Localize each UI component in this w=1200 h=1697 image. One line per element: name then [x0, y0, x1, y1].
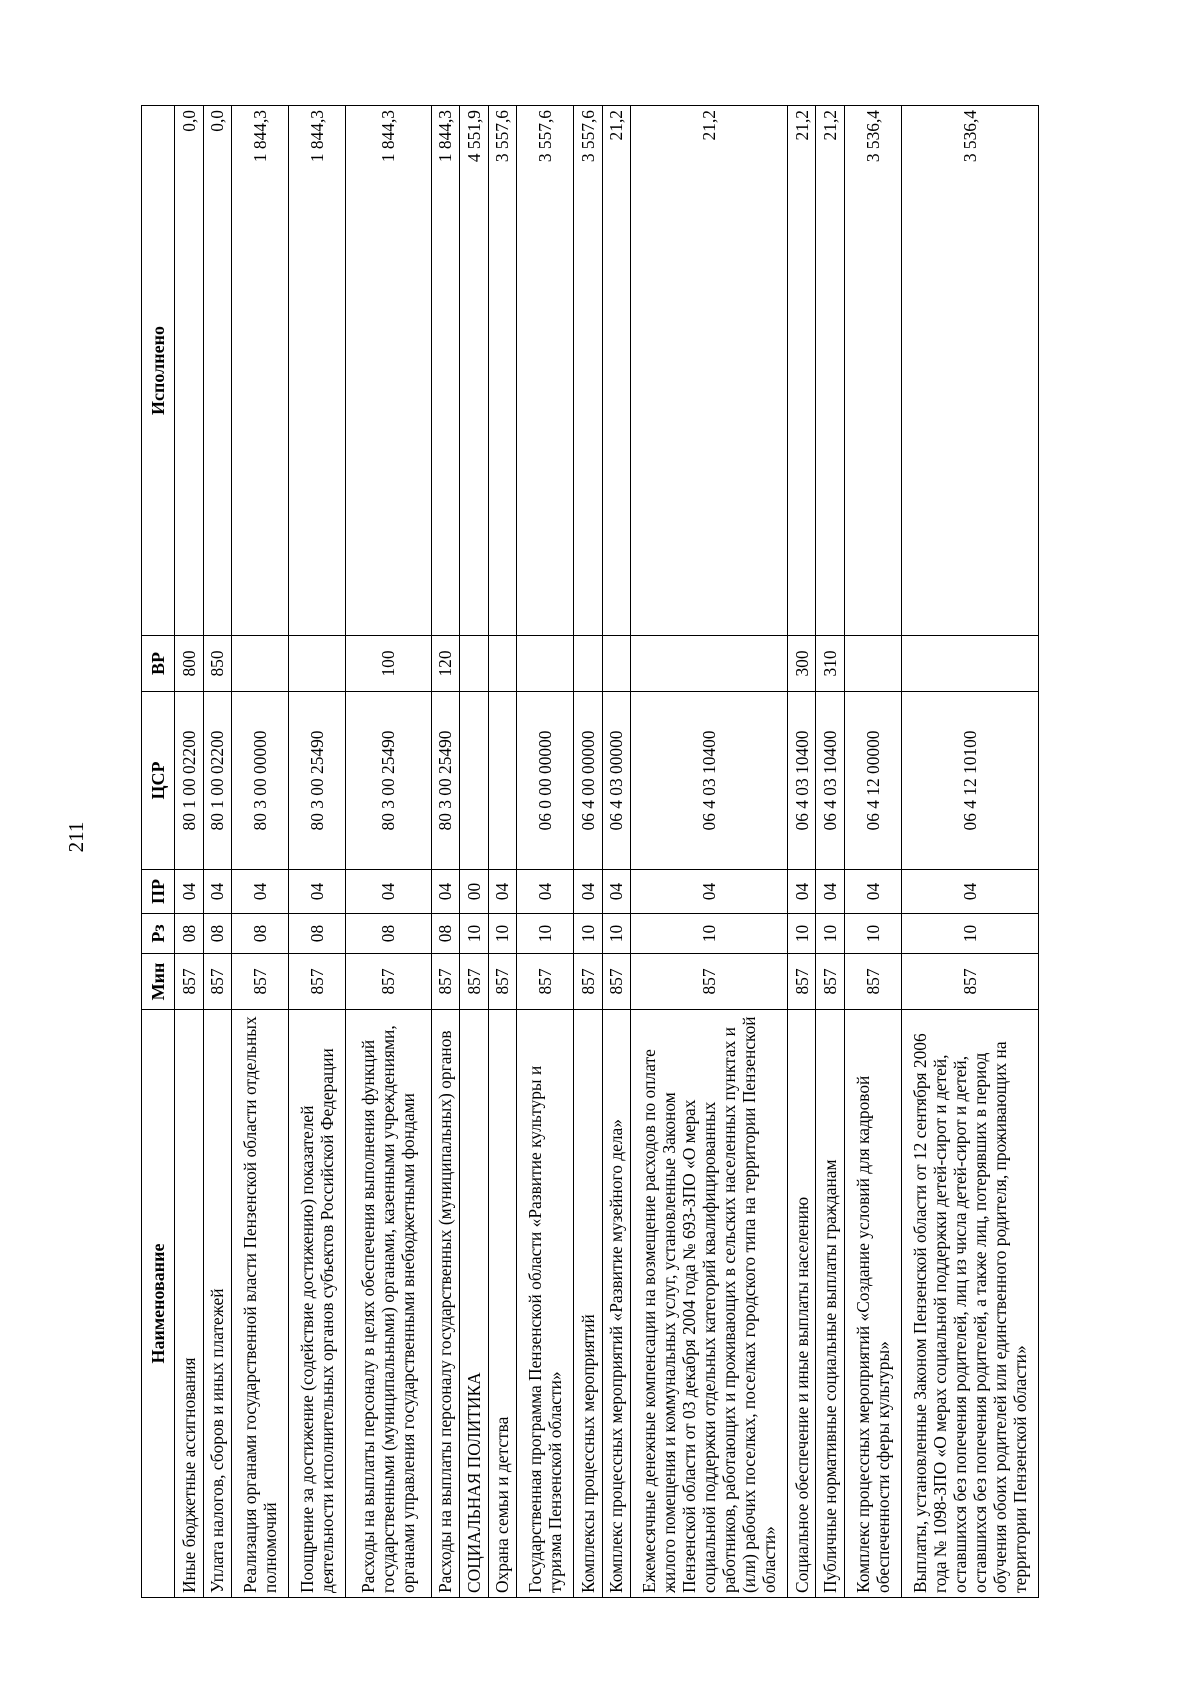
cell-csr: 80 3 00 00000	[232, 692, 289, 870]
cell-name: Ежемесячные денежные компенсации на возмещение расходов по оплате жилого помещения и коммунальных услуг, установленные Законом Пензенской области от 03 декабря 2004 года № 693-ЗПО «О мерах социальной поддержки отдельных категорий квалифицированных работников, работающих и проживающих в сельских населенных пунктах и (или) рабочих поселках, поселках городского типа на территории Пензенской области»	[631, 1010, 788, 1598]
cell-pr: 04	[517, 870, 574, 914]
cell-pr: 04	[289, 870, 346, 914]
cell-rz: 08	[431, 914, 460, 954]
cell-done: 3 536,4	[901, 106, 1038, 636]
cell-min: 857	[203, 954, 232, 1010]
table-row	[631, 106, 788, 1598]
cell-pr: 04	[574, 870, 603, 914]
cell-vr: 120	[431, 636, 460, 692]
cell-done: 21,2	[602, 106, 631, 636]
cell-pr: 04	[602, 870, 631, 914]
cell-name: Уплата налогов, сборов и иных платежей	[203, 1010, 232, 1598]
cell-rz: 10	[517, 914, 574, 954]
cell-name: Расходы на выплаты персоналу государственных (муниципальных) органов	[431, 1010, 460, 1598]
cell-vr	[901, 636, 1038, 692]
cell-vr	[460, 636, 489, 692]
cell-pr: 04	[232, 870, 289, 914]
table-row	[232, 106, 289, 1598]
cell-name: Расходы на выплаты персоналу в целях обеспечения выполнения функций государственными (муниципальными) органами, казенными учреждениями, органами управления государственными внебюджетными фондами	[346, 1010, 432, 1598]
cell-vr	[232, 636, 289, 692]
table-row	[901, 106, 1038, 1598]
cell-rz: 10	[631, 914, 788, 954]
cell-vr: 310	[816, 636, 845, 692]
cell-name: Комплекс процессных мероприятий «Развитие музейного дела»	[602, 1010, 631, 1598]
cell-min: 857	[346, 954, 432, 1010]
cell-csr: 06 4 12 00000	[844, 692, 901, 870]
cell-csr: 06 4 03 10400	[816, 692, 845, 870]
header-done: Исполнено	[142, 106, 175, 636]
cell-done: 3 557,6	[488, 106, 517, 636]
cell-rz: 10	[787, 914, 816, 954]
cell-csr: 80 1 00 02200	[203, 692, 232, 870]
cell-min: 857	[631, 954, 788, 1010]
cell-done: 21,2	[631, 106, 788, 636]
cell-min: 857	[844, 954, 901, 1010]
cell-done: 0,0	[203, 106, 232, 636]
cell-done: 21,2	[816, 106, 845, 636]
cell-min: 857	[602, 954, 631, 1010]
cell-vr	[488, 636, 517, 692]
cell-min: 857	[232, 954, 289, 1010]
cell-rz: 10	[816, 914, 845, 954]
cell-pr: 04	[346, 870, 432, 914]
cell-csr: 06 4 03 10400	[631, 692, 788, 870]
cell-pr: 00	[460, 870, 489, 914]
table-row	[574, 106, 603, 1598]
cell-rz: 10	[460, 914, 489, 954]
cell-pr: 04	[901, 870, 1038, 914]
cell-csr: 80 3 00 25490	[346, 692, 432, 870]
cell-rz: 10	[488, 914, 517, 954]
cell-rz: 10	[602, 914, 631, 954]
cell-vr: 100	[346, 636, 432, 692]
cell-rz: 10	[844, 914, 901, 954]
cell-pr: 04	[787, 870, 816, 914]
cell-name: Иные бюджетные ассигнования	[175, 1010, 204, 1598]
cell-vr	[844, 636, 901, 692]
cell-pr: 04	[431, 870, 460, 914]
cell-csr: 06 4 12 10100	[901, 692, 1038, 870]
cell-vr: 800	[175, 636, 204, 692]
cell-csr: 80 1 00 02200	[175, 692, 204, 870]
table-row	[517, 106, 574, 1598]
header-rz: Рз	[142, 914, 175, 954]
table-row	[203, 106, 232, 1598]
cell-vr	[631, 636, 788, 692]
cell-min: 857	[488, 954, 517, 1010]
table-row	[844, 106, 901, 1598]
cell-done: 0,0	[175, 106, 204, 636]
cell-name: Социальное обеспечение и иные выплаты населению	[787, 1010, 816, 1598]
cell-done: 1 844,3	[346, 106, 432, 636]
cell-rz: 10	[901, 914, 1038, 954]
cell-vr	[602, 636, 631, 692]
cell-csr: 06 0 00 00000	[517, 692, 574, 870]
header-pr: ПР	[142, 870, 175, 914]
cell-rz: 08	[346, 914, 432, 954]
cell-name: Поощрение за достижение (содействие достижению) показателей деятельности исполнительных органов субъектов Российской Федерации	[289, 1010, 346, 1598]
cell-pr: 04	[844, 870, 901, 914]
header-vr: ВР	[142, 636, 175, 692]
table-row	[488, 106, 517, 1598]
cell-name: СОЦИАЛЬНАЯ ПОЛИТИКА	[460, 1010, 489, 1598]
cell-min: 857	[175, 954, 204, 1010]
header-csr: ЦСР	[142, 692, 175, 870]
cell-min: 857	[517, 954, 574, 1010]
cell-rz: 08	[232, 914, 289, 954]
cell-rz: 08	[175, 914, 204, 954]
cell-name: Публичные нормативные социальные выплаты гражданам	[816, 1010, 845, 1598]
cell-rz: 08	[203, 914, 232, 954]
cell-min: 857	[787, 954, 816, 1010]
table-row	[787, 106, 816, 1598]
cell-pr: 04	[175, 870, 204, 914]
cell-vr	[289, 636, 346, 692]
cell-vr	[574, 636, 603, 692]
cell-name: Государственная программа Пензенской области «Развитие культуры и туризма Пензенской области»	[517, 1010, 574, 1598]
cell-name: Комплекс процессных мероприятий «Создание условий для кадровой обеспеченности сферы культуры»	[844, 1010, 901, 1598]
cell-min: 857	[901, 954, 1038, 1010]
table-row	[289, 106, 346, 1598]
cell-done: 3 536,4	[844, 106, 901, 636]
cell-name: Комплексы процессных мероприятий	[574, 1010, 603, 1598]
cell-name: Охрана семьи и детства	[488, 1010, 517, 1598]
cell-csr: 06 4 03 10400	[787, 692, 816, 870]
cell-csr	[460, 692, 489, 870]
table-row	[460, 106, 489, 1598]
cell-csr: 80 3 00 25490	[289, 692, 346, 870]
cell-min: 857	[460, 954, 489, 1010]
cell-csr: 06 4 00 00000	[574, 692, 603, 870]
table-row	[346, 106, 432, 1598]
cell-done: 1 844,3	[431, 106, 460, 636]
cell-pr: 04	[631, 870, 788, 914]
cell-rz: 10	[574, 914, 603, 954]
cell-done: 3 557,6	[574, 106, 603, 636]
table-row	[175, 106, 204, 1598]
cell-done: 1 844,3	[232, 106, 289, 636]
cell-done: 1 844,3	[289, 106, 346, 636]
cell-pr: 04	[488, 870, 517, 914]
cell-vr: 300	[787, 636, 816, 692]
rotated-table-container	[141, 106, 1039, 1598]
table-row	[602, 106, 631, 1598]
cell-name: Реализация органами государственной власти Пензенской области отдельных полномочий	[232, 1010, 289, 1598]
cell-min: 857	[431, 954, 460, 1010]
cell-pr: 04	[203, 870, 232, 914]
table-row	[816, 106, 845, 1598]
table-header-row	[142, 106, 175, 1598]
cell-done: 3 557,6	[517, 106, 574, 636]
cell-vr	[517, 636, 574, 692]
cell-csr: 80 3 00 25490	[431, 692, 460, 870]
cell-min: 857	[816, 954, 845, 1010]
page-number: 211	[64, 821, 88, 853]
table-row	[431, 106, 460, 1598]
cell-rz: 08	[289, 914, 346, 954]
cell-done: 4 551,9	[460, 106, 489, 636]
header-min: Мин	[142, 954, 175, 1010]
cell-min: 857	[574, 954, 603, 1010]
cell-vr: 850	[203, 636, 232, 692]
cell-min: 857	[289, 954, 346, 1010]
cell-name: Выплаты, установленные Законом Пензенской области от 12 сентября 2006 года № 1098-ЗПО «О мерах социальной поддержки детей-сирот и детей, оставшихся без попечения родителей, лиц из числа детей-сирот и детей, оставшихся без попечения родителей, а также лиц, потерявших в период обучения обоих родителей или единственного родителя, проживающих на территории Пензенской области»	[901, 1010, 1038, 1598]
cell-csr: 06 4 03 00000	[602, 692, 631, 870]
header-name: Наименование	[142, 1010, 175, 1598]
cell-pr: 04	[816, 870, 845, 914]
cell-csr	[488, 692, 517, 870]
cell-done: 21,2	[787, 106, 816, 636]
budget-table	[141, 105, 1039, 1598]
